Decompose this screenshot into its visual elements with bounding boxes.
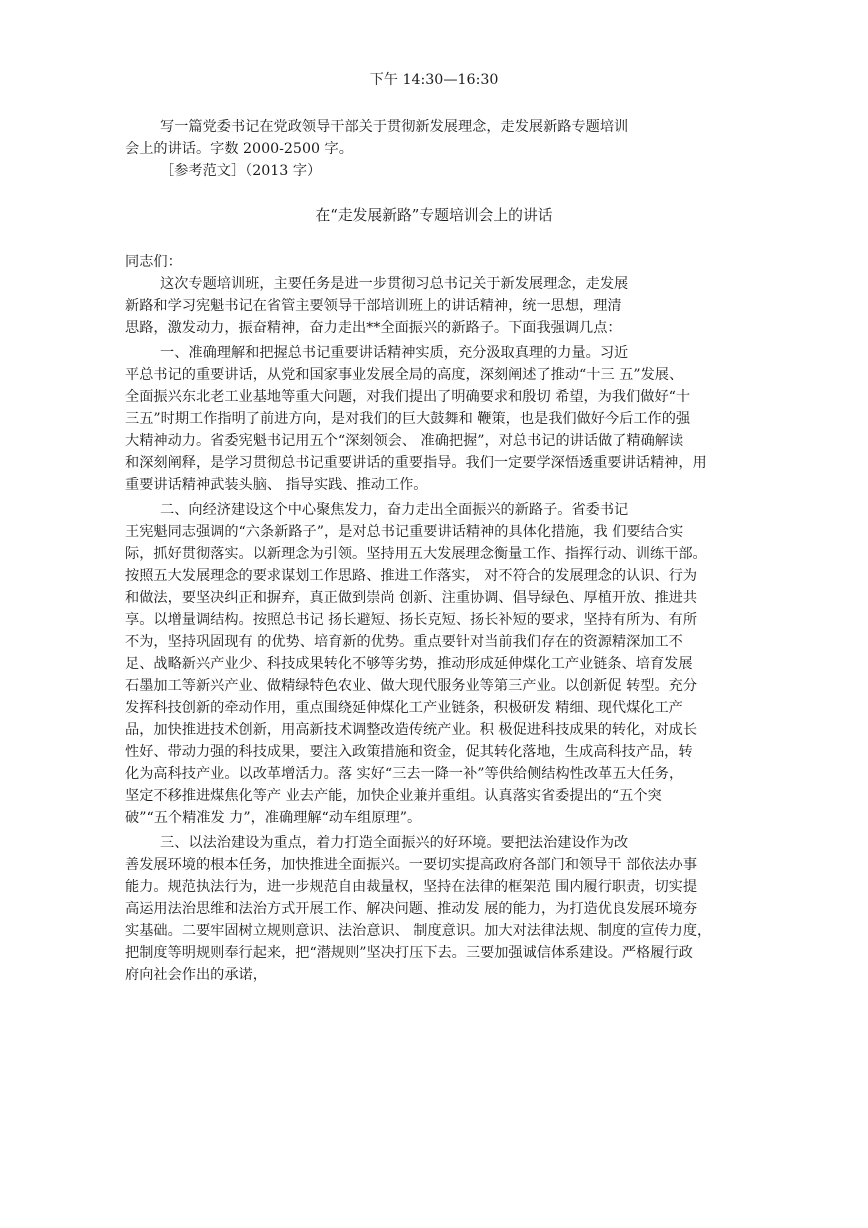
paragraph-line: 能力。规范执法行为，进一步规范自由裁量权，坚持在法律的框架范 围内履行职责，切实提 bbox=[125, 879, 698, 895]
paragraph-line: 和深刻阐释，是学习贯彻总书记重要讲话的重要指导。我们一定要学深悟透重要讲话精神，用 bbox=[125, 455, 707, 471]
salutation: 同志们： bbox=[125, 254, 182, 270]
paragraph-line: 王宪魁同志强调的“六条新路子”，是对总书记重要讲话精神的具体化措施，我 们要结合实 bbox=[125, 524, 684, 540]
paragraph-line: 享。以增量调结构。按照总书记 扬长避短、扬长克短、扬长补短的要求，坚持有所为、有所 bbox=[125, 612, 698, 628]
paragraph-line: 破”“五个精准发 力”，准确理解“动车组原理”。 bbox=[125, 810, 422, 826]
paragraph-line: 高运用法治思维和法治方式开展工作、解决问题、推动发 展的能力，为打造优良发展环境夯 bbox=[125, 901, 698, 917]
paragraph-line: 重要讲话精神武装头脑、 指导实践、推动工作。 bbox=[125, 477, 428, 493]
paragraph-line: 品，加快推进技术创新，用高新技术调整改造传统产业。积 极促进科技成果的转化，对成长 bbox=[125, 722, 698, 738]
paragraph-line: 一、准确理解和把握总书记重要讲话精神实质，充分汲取真理的力量。习近 bbox=[160, 345, 629, 361]
paragraph-line: 石墨加工等新兴产业、做精绿特色农业、做大现代服务业等第三产业。以创新促 转型。充分 bbox=[125, 678, 698, 694]
paragraph-line: 平总书记的重要讲话，从党和国家事业发展全局的高度，深刻阐述了推动“十三 五”发展、 bbox=[125, 367, 684, 383]
paragraph-line: 大精神动力。省委宪魁书记用五个“深刻领会、 准确把握”，对总书记的讲话做了精确解读 bbox=[125, 433, 684, 449]
paragraph-line: 新路和学习宪魁书记在省管主要领导干部培训班上的讲话精神，统一思想，理清 bbox=[125, 298, 622, 314]
paragraph-line: 这次专题培训班，主要任务是进一步贯彻习总书记关于新发展理念，走发展 bbox=[160, 276, 629, 292]
paragraph-line: 善发展环境的根本任务，加快推进全面振兴。一要切实提高政府各部门和领导干 部依法办事 bbox=[125, 857, 698, 873]
paragraph-line: 际，抓好贯彻落实。以新理念为引领。坚持用五大发展理念衡量工作、指挥行动、训练干部。 bbox=[125, 546, 707, 562]
paragraph-line: 思路，激发动力，振奋精神，奋力走出**全面振兴的新路子。下面我强调几点： bbox=[125, 320, 622, 336]
paragraph-line: 性好、带动力强的科技成果，要注入政策措施和资金，促其转化落地，生成高科技产品，转 bbox=[125, 744, 693, 760]
paragraph-line: 府向社会作出的承诺， bbox=[125, 967, 267, 983]
assignment-line-1: 写一篇党委书记在党政领导干部关于贯彻新发展理念，走发展新路专题培训 bbox=[160, 119, 629, 135]
speech-title: 在“走发展新路”专题培训会上的讲话 bbox=[315, 207, 553, 224]
paragraph-line: 全面振兴东北老工业基地等重大问题，对我们提出了明确要求和殷切 希望，为我们做好“十 bbox=[125, 389, 691, 405]
paragraph-line: 按照五大发展理念的要求谋划工作思路、推进工作落实， 对不符合的发展理念的认识、行为 bbox=[125, 568, 698, 584]
paragraph-line: 坚定不移推进煤焦化等产 业去产能，加快企业兼并重组。认真落实省委提出的“五个突 bbox=[125, 788, 662, 804]
paragraph-line: 二、向经济建设这个中心聚焦发力，奋力走出全面振兴的新路子。省委书记 bbox=[160, 502, 629, 518]
paragraph-line: 化为高科技产业。以改革增活力。落 实好“三去一降一补”等供给侧结构性改革五大任务， bbox=[125, 766, 684, 782]
paragraph-line: 不为，坚持巩固现有 的优势、培育新的优势。重点要针对当前我们存在的资源精深加工不 bbox=[125, 634, 683, 650]
paragraph-line: 足、战略新兴产业少、科技成果转化不够等劣势，推动形成延伸煤化工产业链条、培育发展 bbox=[125, 656, 693, 672]
paragraph-line: 三五”时期工作指明了前进方向，是对我们的巨大鼓舞和 鞭策，也是我们做好今后工作的强 bbox=[125, 411, 691, 427]
reference-note: ［参考范文］（2013 字） bbox=[160, 163, 322, 179]
paragraph-line: 把制度等明规则奉行起来，把“潜规则”坚决打压下去。三要加强诚信体系建设。严格履行政 bbox=[125, 945, 693, 961]
paragraph-line: 三、以法治建设为重点，着力打造全面振兴的好环境。要把法治建设作为改 bbox=[160, 835, 629, 851]
paragraph-line: 发挥科技创新的牵动作用，重点围绕延伸煤化工产业链条，积极研发 精细、现代煤化工产 bbox=[125, 700, 683, 716]
paragraph-line: 和做法，要坚决纠正和摒弃，真正做到崇尚 创新、注重协调、倡导绿色、厚植开放、推进共 bbox=[125, 590, 698, 606]
time-header: 下午 14:30—16:30 bbox=[369, 72, 499, 88]
assignment-line-2: 会上的讲话。字数 2000-2500 字。 bbox=[125, 141, 353, 157]
paragraph-line: 实基础。二要牢固树立规则意识、法治意识、 制度意识。加大对法律法规、制度的宣传力度， bbox=[125, 923, 712, 939]
